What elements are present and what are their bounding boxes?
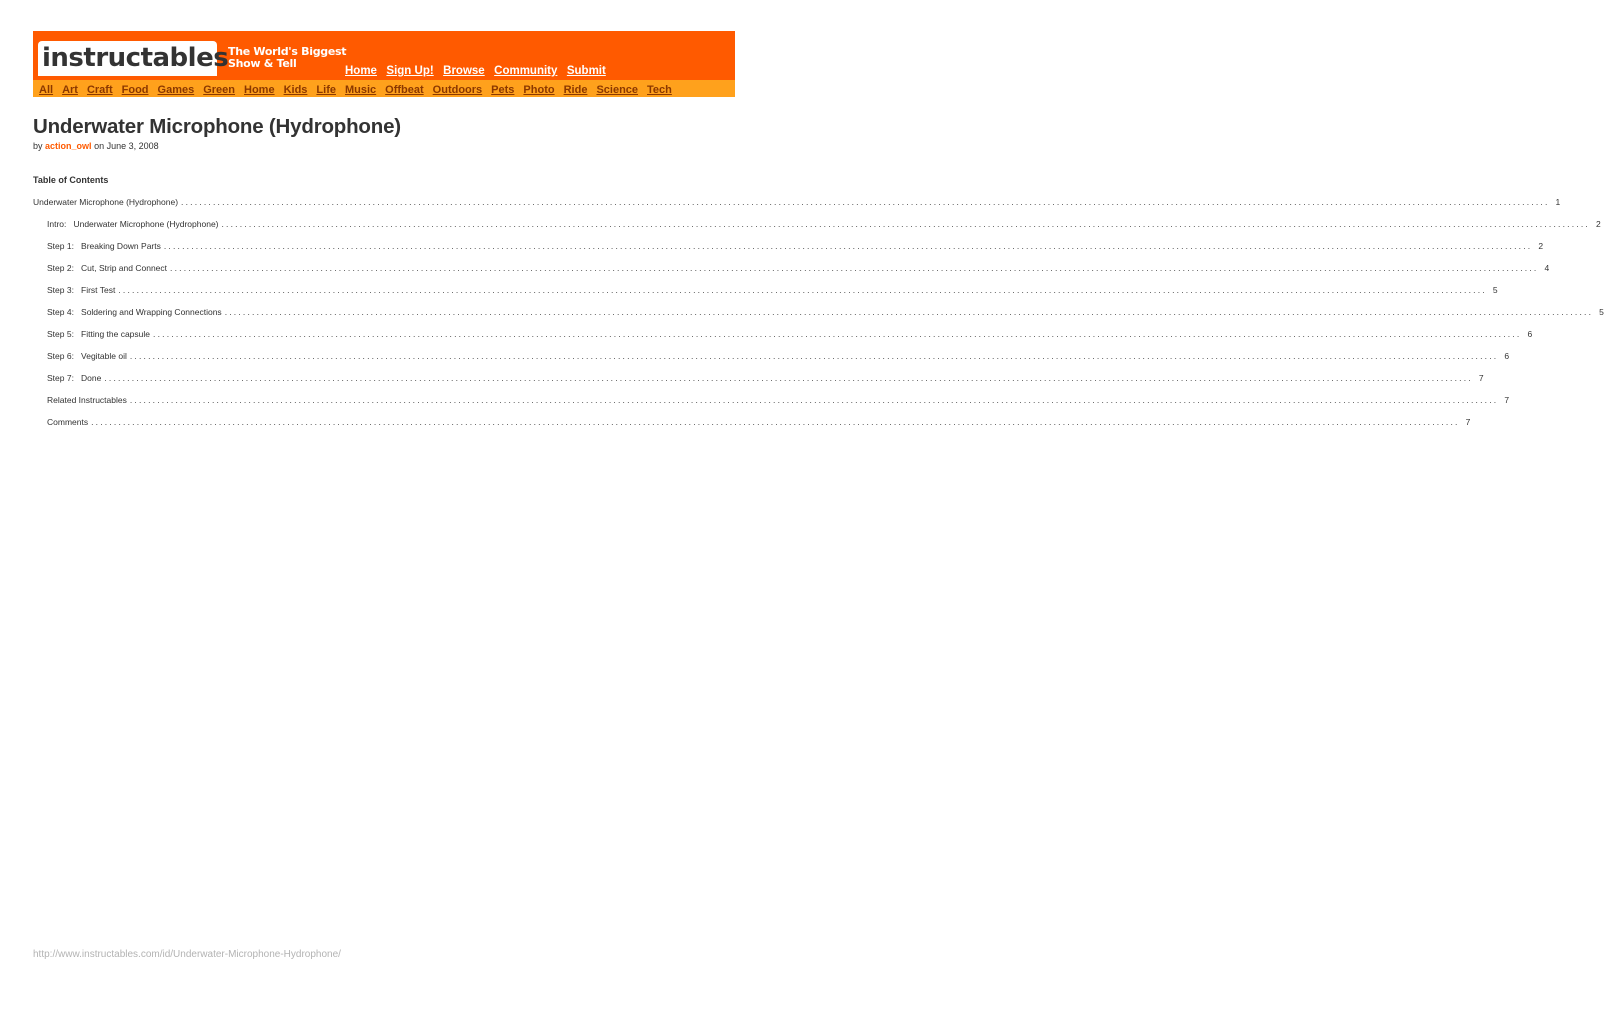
toc-leader-dots: ............................................................................................................................................................................................................................................................................................................ — [91, 417, 1460, 427]
instructables-logo[interactable] — [38, 41, 229, 76]
tagline-line-1: The World's Biggest — [228, 45, 347, 58]
toc-leader-dots: ............................................................................................................................................................................................................................................................................................................ — [118, 285, 1487, 295]
toc-entry[interactable] — [33, 307, 1604, 329]
toc-leader-dots: ............................................................................................................................................................................................................................................................................................................ — [129, 395, 1499, 405]
site-header — [33, 31, 735, 81]
category-outdoors-link[interactable]: Outdoors — [432, 84, 483, 96]
toc-entry[interactable] — [33, 241, 1544, 263]
toc-entry-label: Comments — [47, 417, 89, 427]
toc-entry[interactable] — [33, 373, 1484, 395]
footer-url[interactable]: http://www.instructables.com/id/Underwater-Microphone-Hydrophone/ — [33, 949, 341, 960]
toc-entry-label: Step 2: Cut, Strip and Connect — [47, 263, 168, 273]
toc-entry-page: 6 — [1527, 329, 1533, 339]
toc-entry[interactable] — [33, 395, 1510, 417]
byline — [33, 141, 159, 151]
toc-entry[interactable] — [33, 417, 1471, 439]
toc-entry-label: Step 3: First Test — [47, 285, 116, 295]
toc-entry-page: 7 — [1465, 417, 1471, 427]
category-tech-link[interactable]: Tech — [647, 84, 672, 96]
toc-entry-page: 7 — [1504, 395, 1510, 405]
toc-entry-label: Related Instructables — [47, 395, 127, 405]
toc-entry[interactable] — [33, 197, 1561, 219]
category-bar — [33, 80, 735, 97]
category-music-link[interactable]: Music — [344, 84, 377, 96]
toc-entry-label: Step 6: Vegitable oil — [47, 351, 127, 361]
top-nav — [345, 61, 611, 79]
toc-entry[interactable] — [33, 219, 1601, 241]
publish-date: on June 3, 2008 — [94, 141, 159, 151]
toc-entry-page: 5 — [1492, 285, 1498, 295]
toc-entry-label: Step 1: Breaking Down Parts — [47, 241, 161, 251]
toc-leader-dots: ............................................................................................................................................................................................................................................................................................................ — [170, 263, 1539, 273]
category-all-link[interactable]: All — [39, 84, 54, 96]
category-offbeat-link[interactable]: Offbeat — [385, 84, 424, 96]
category-home-link[interactable]: Home — [244, 84, 275, 96]
toc-entry-label: Step 5: Fitting the capsule — [47, 329, 151, 339]
nav-community-link[interactable]: Community — [494, 65, 558, 77]
category-pets-link[interactable]: Pets — [491, 84, 515, 96]
toc-entry-label: Intro: Underwater Microphone (Hydrophone) — [47, 219, 219, 229]
toc-entry[interactable] — [33, 351, 1510, 373]
toc-leader-dots: ............................................................................................................................................................................................................................................................................................................ — [221, 219, 1590, 229]
toc-entry[interactable] — [33, 285, 1498, 307]
toc-entry-page: 4 — [1544, 263, 1550, 273]
toc-entry-page: 2 — [1595, 219, 1601, 229]
toc-leader-dots: ............................................................................................................................................................................................................................................................................................................ — [163, 241, 1533, 251]
toc-leader-dots: ............................................................................................................................................................................................................................................................................................................ — [181, 197, 1550, 207]
nav-signup-link[interactable]: Sign Up! — [386, 65, 434, 77]
category-life-link[interactable]: Life — [316, 84, 336, 96]
category-ride-link[interactable]: Ride — [563, 84, 588, 96]
category-food-link[interactable]: Food — [121, 84, 149, 96]
toc-leader-dots: ............................................................................................................................................................................................................................................................................................................ — [153, 329, 1522, 339]
nav-submit-link[interactable]: Submit — [566, 65, 606, 77]
article-title: Underwater Microphone (Hydrophone) — [33, 115, 401, 138]
toc-entry-page: 5 — [1599, 307, 1604, 317]
toc-heading: Table of Contents — [33, 175, 109, 185]
toc-entry-label: Step 4: Soldering and Wrapping Connections — [47, 307, 222, 317]
toc-entry-page: 7 — [1478, 373, 1484, 383]
category-art-link[interactable]: Art — [62, 84, 78, 96]
site-tagline — [228, 46, 348, 70]
toc-entry-label: Underwater Microphone (Hydrophone) — [33, 197, 179, 207]
nav-home-link[interactable]: Home — [345, 65, 377, 77]
category-games-link[interactable]: Games — [157, 84, 195, 96]
logo-text: instructables — [42, 43, 229, 73]
category-kids-link[interactable]: Kids — [283, 84, 308, 96]
toc-entry-page: 2 — [1538, 241, 1544, 251]
toc-entry[interactable] — [33, 329, 1533, 351]
author-link[interactable]: action_owl — [45, 141, 92, 151]
toc-entry-page: 1 — [1555, 197, 1561, 207]
toc-entry[interactable] — [33, 263, 1550, 285]
nav-browse-link[interactable]: Browse — [443, 65, 485, 77]
toc-entry-label: Step 7: Done — [47, 373, 102, 383]
category-photo-link[interactable]: Photo — [523, 84, 555, 96]
table-of-contents — [33, 197, 1604, 439]
category-science-link[interactable]: Science — [596, 84, 639, 96]
toc-leader-dots: ............................................................................................................................................................................................................................................................................................................ — [104, 373, 1473, 383]
toc-leader-dots: ............................................................................................................................................................................................................................................................................................................ — [224, 307, 1594, 317]
category-green-link[interactable]: Green — [203, 84, 236, 96]
category-craft-link[interactable]: Craft — [86, 84, 113, 96]
tagline-line-2: Show & Tell — [228, 57, 297, 70]
byline-prefix: by — [33, 141, 43, 151]
toc-leader-dots: ............................................................................................................................................................................................................................................................................................................ — [129, 351, 1499, 361]
toc-entry-page: 6 — [1504, 351, 1510, 361]
